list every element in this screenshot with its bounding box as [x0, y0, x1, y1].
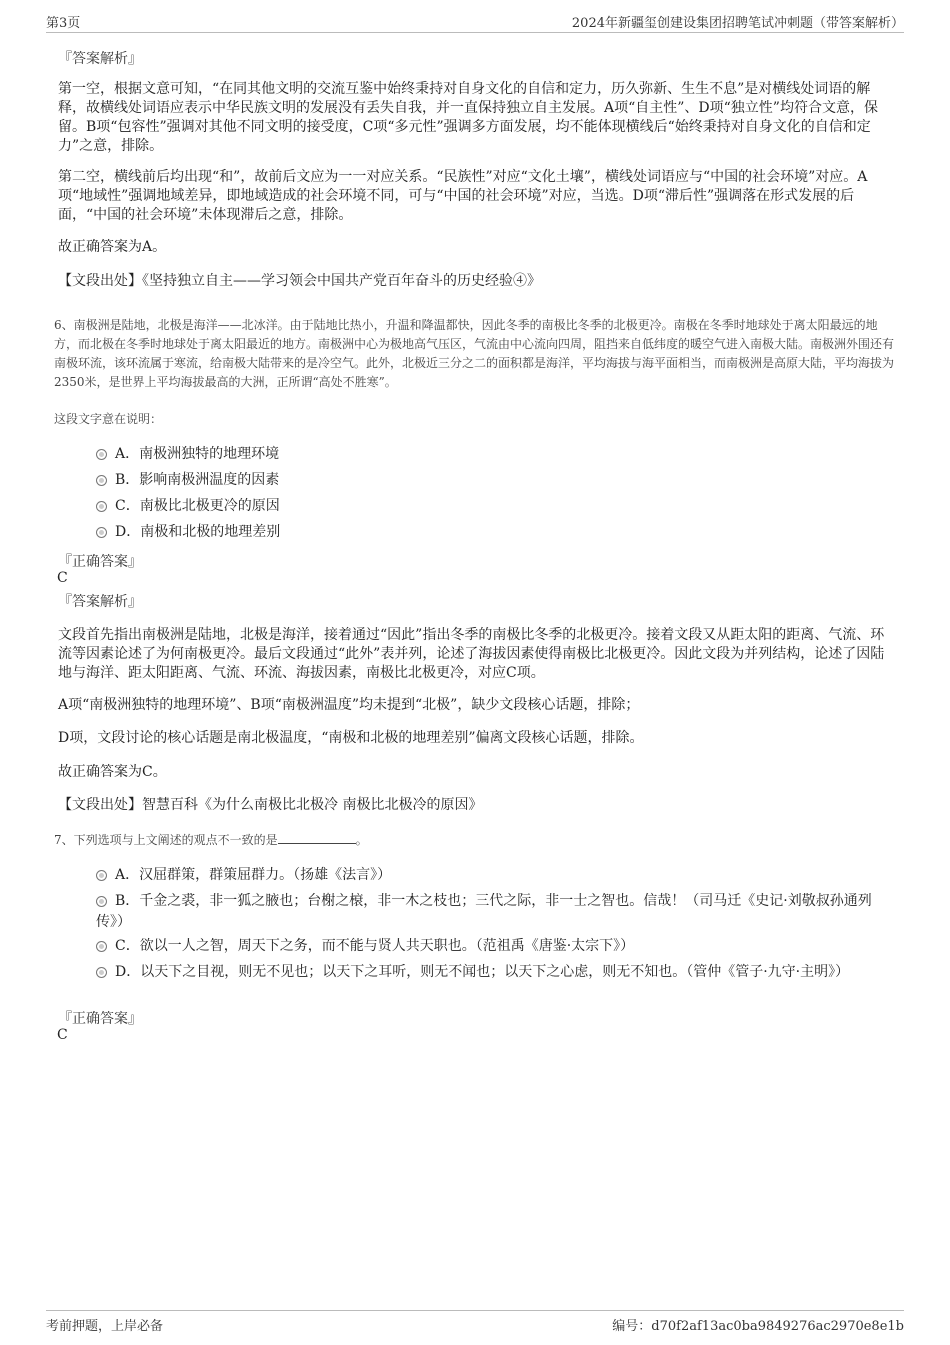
q6-analysis-para3: D项，文段讨论的核心话题是南北极温度，“南极和北极的地理差别”偏离文段核心话题，排除。 — [58, 730, 644, 746]
q6-prompt: 这段文字意在说明： — [54, 412, 163, 426]
q5-conclusion: 故正确答案为A。 — [58, 239, 167, 255]
radio-icon[interactable] — [96, 475, 107, 486]
q6-option-c[interactable]: C．南极比北极更冷的原因 — [96, 496, 886, 517]
radio-icon[interactable] — [96, 501, 107, 512]
q7-option-d[interactable]: D．以天下之目视，则无不见也；以天下之耳听，则无不闻也；以天下之心虑，则无不知也。（管仲《管子·九守·主明》） — [96, 962, 886, 983]
q6-option-a[interactable]: A．南极洲独特的地理环境 — [96, 444, 886, 465]
answer-blank — [278, 831, 356, 844]
page-header — [46, 12, 904, 33]
q6-analysis-label: 『答案解析』 — [58, 594, 142, 610]
page-footer — [46, 1310, 904, 1335]
q6-analysis-para1: 文段首先指出南极洲是陆地，北极是海洋，接着通过“因此”指出冬季的南极比冬季的北极更冷。接着文段又从距太阳的距离、气流、环流等因素论述了为何南极更冷。最后文段通过“此外”表并列，论述了海拔因素使得南极比北极更冷。因此文段为并列结构，论述了因陆地与海洋、距太阳距离、气流、环流、海拔因素，南极比北极更冷，对应C项。 — [58, 627, 885, 681]
q7-answer: C — [57, 1027, 68, 1043]
q5-analysis-label: 『答案解析』 — [58, 51, 142, 67]
radio-icon[interactable] — [96, 941, 107, 952]
q6-option-b[interactable]: B．影响南极洲温度的因素 — [96, 470, 886, 491]
q5-analysis-para2: 第二空，横线前后均出现“和”，故前后文应为一一对应关系。“民族性”对应“文化土壤”，横线处词语应与“中国的社会环境”对应。A项“地域性”强调地域差异，即地域造成的社会环境不同，可与“中国的社会环境”对应，当选。D项“滞后性”强调落在形式发展的后面，“中国的社会环境”未体现滞后之意，排除。 — [58, 169, 868, 223]
q7-option-c[interactable]: C．欲以一人之智，周天下之务，而不能与贤人共天职也。（范祖禹《唐鉴·太宗下》） — [96, 936, 886, 957]
q7-stem: 7、下列选项与上文阐述的观点不一致的是 。 — [54, 833, 368, 847]
q6-stem: 6、南极洲是陆地，北极是海洋——北冰洋。由于陆地比热小，升温和降温都快，因此冬季的南极比冬季的北极更冷。南极在冬季时地球处于离太阳最远的地方，而北极在冬季时地球处于离太阳最近的地方。南极洲中心为极地高气压区，气流由中心流向四周，阻挡来自低纬度的暖空气进入南极大陆。南极洲外围还有南极环流，该环流属于寒流，给南极大陆带来的是冷空气。此外，北极近三分之二的面积都是海洋，平均海拔与海平面相当，而南极洲是高原大陆，平均海拔为2350米，是世界上平均海拔最高的大洲，正所谓“高处不胜寒”。 — [54, 318, 895, 389]
q5-source: 【文段出处】《坚持独立自主——学习领会中国共产党百年奋斗的历史经验④》 — [58, 273, 541, 289]
q6-source: 【文段出处】智慧百科《为什么南极比北极冷 南极比北极冷的原因》 — [58, 797, 483, 813]
q7-answer-label: 『正确答案』 — [58, 1011, 142, 1027]
q6-conclusion: 故正确答案为C。 — [58, 764, 167, 780]
q7-option-b[interactable]: B．千金之裘，非一狐之腋也；台榭之榱，非一木之枝也；三代之际，非一士之智也。信哉！（司马迁《史记·刘敬叔孙通列传》） — [96, 893, 872, 930]
radio-icon[interactable] — [96, 527, 107, 538]
document-title: 2024年新疆玺创建设集团招聘笔试冲刺题（带答案解析） — [571, 16, 904, 31]
document-id: 编号：d70f2af13ac0ba9849276ac2970e8e1b — [612, 1319, 904, 1334]
radio-icon[interactable] — [96, 967, 107, 978]
q7-option-a[interactable]: A．汉屈群策，群策屈群力。（扬雄《法言》） — [96, 865, 886, 886]
q6-analysis-para2: A项“南极洲独特的地理环境”、B项“南极洲温度”均未提到“北极”，缺少文段核心话题，排除； — [58, 697, 640, 713]
radio-icon[interactable] — [96, 870, 107, 881]
radio-icon[interactable] — [96, 449, 107, 460]
q6-option-d[interactable]: D．南极和北极的地理差别 — [96, 522, 886, 543]
q6-answer-label: 『正确答案』 — [58, 554, 142, 570]
q6-answer: C — [57, 570, 68, 586]
q5-analysis-para1: 第一空，根据文意可知，“在同其他文明的交流互鉴中始终秉持对自身文化的自信和定力，历久弥新、生生不息”是对横线处词语的解释，故横线处词语应表示中华民族文明的发展没有丢失自我，并一直保持独立自主发展。A项“自主性”、D项“独立性”均符合文意，保留。B项“包容性”强调对其他不同文明的接受度，C项“多元性”强调多方面发展，均不能体现横线后“始终秉持对自身文化的自信和定力”之意，排除。 — [58, 81, 878, 154]
page-number: 第3页 — [46, 16, 81, 31]
radio-icon[interactable] — [96, 896, 107, 907]
footer-slogan: 考前押题，上岸必备 — [46, 1319, 164, 1334]
